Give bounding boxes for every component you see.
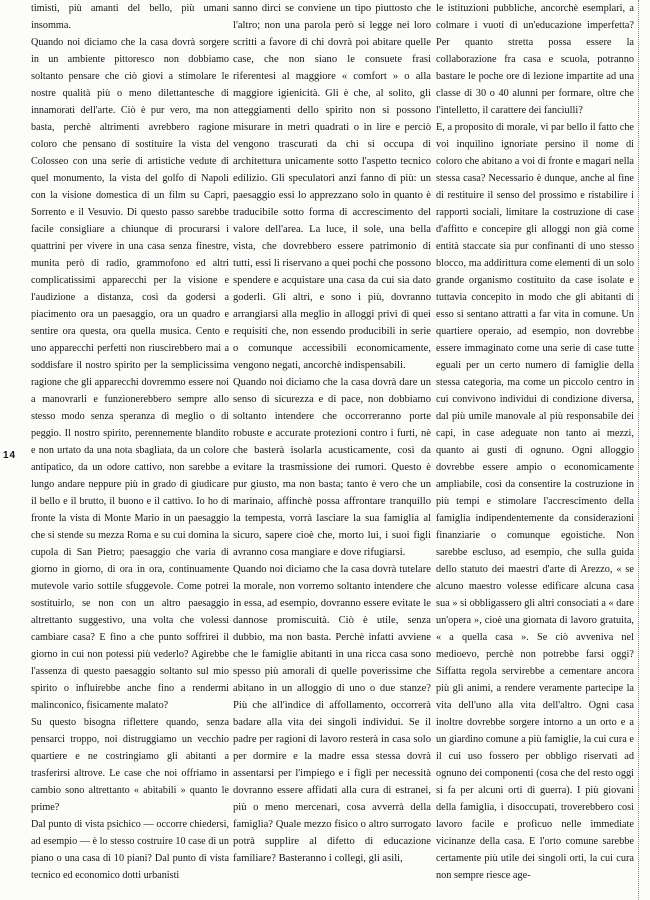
text-column-1: [31, 0, 229, 900]
paragraph: Dal punto di vista psichico — occorre chiedersi, ad esempio — è lo stesso costruire 10 case di un piano o una casa di 10 piani? Dal punto di vista tecnico ed economico dotti urbanisti: [31, 819, 229, 881]
paragraph: Su questo bisogna riflettere quando, senza pensarci troppo, noi distruggiamo un vecchio quartiere e ne costringiamo gli abitanti a trasferirsi altrove. Le case che noi offriamo in cambio sono altrettanto « abitabili » quanto le prime?: [31, 717, 229, 813]
paragraph: E, a proposito di morale, vi par bello il fatto che voi inquilino ignoriate persino il nome di coloro che abitano a voi di fronte e magari nella stessa casa? Necessario è dunque, anche al fine di restituire il senso del prossimo e ristabilire i rapporti sociali, limitare la costruzione di case d'affitto e concepire gli alloggi non già come entità staccate sia pur confinanti di uno stesso blocco, ma addirittura come elementi di un solo grande organismo costituito da case isolate e tuttavia concepito in modo che gli abitanti di esso si sentano attratti a far vita in comune. Un quartiere operaio, ad esempio, non dovrebbe essere immaginato come una serie di case tutte eguali per un certo numero di famiglie della stessa categoria, ma come un piccolo centro in cui convivono individui di condizione diversa, dal più umile manovale al più responsabile dei capi, in case adeguate non tanto ai mezzi, quanto ai gusti di ognuno. Ogni alloggio dovrebbe essere ampio o economicamente ampliabile, così da consentire la costruzione in più tempi e stimolare l'accrescimento della famiglia indipendentemente da considerazioni finanziarie o comunque egoistiche. Non sarebbe escluso, ad esempio, che sulla guida dello statuto dei maestri d'arte di Arezzo, « se alcuno maestro volesse edificare alcuna casa sua » si obbligassero gli altri consociati a « dare un'opera », cioè una giornata di lavoro gratuita, « a quella casa ». Se ciò avveniva nel medioevo, perchè non potrebbe farsi oggi? Siffatta regola servirebbe a cementare ancora più gli animi, a rendere veramente partecipe la vita dell'uno alla vita dell'altro. Ogni casa inoltre dovrebbe sorgere intorno a un orto e a un giardino comune a più famiglie, la cui cura e il cui uso fossero per obbligo riservati ad ognuno dei componenti (cosa che del resto oggi si fa per alcuni orti di guerra). I più giovani della famiglia, i disoccupati, troverebbero così lavoro facile e proficuo nelle immediate vicinanze della casa. E l'orto comune sarebbe certamente più utile dei singoli orti, la cui cura non sempre riesce age-: [436, 122, 634, 881]
paragraph: sanno dirci se conviene un tipo piuttosto che l'altro; non una parola però si legge nei loro scritti a favore di chi dovrà poi abitare quelle case, che non siano le consuete frasi riferentesi al maggiore « comfort » o alla maggiore igienicità. Gli è che, al solito, gli atteggiamenti dello spirito non si possono misurare in metri quadrati o in lire e perciò vengono trascurati da chi si occupa di architettura unicamente sotto l'aspetto tecnico edilizio. Gli speculatori anzi fanno di più: un paesaggio essi lo apprezzano solo in quanto è traducibile sotto forma di accrescimento del valore dell'area. La luce, il sole, una bella vista, che dovrebbero essere patrimonio di tutti, essi li riservano a quei pochi che possono spendere e acquistare una casa da cui sia dato goderli. Gli altri, e sono i più, dovranno arrangiarsi alla meglio in alloggi privi di quei requisiti che, non essendo producibili in serie o comunque accessibili economicamente, vengono negati, ancorchè indispensabili.: [233, 3, 431, 371]
page-edge-rule: [638, 0, 643, 900]
text-column-2: [233, 0, 431, 900]
paragraph: Quando noi diciamo che la casa dovrà dare un senso di sicurezza e di pace, non dobbiamo soltanto intendere che occorreranno porte robuste e accurate protezioni contro i furti, nè che basterà isolarla acusticamente, così da evitare la trasmissione dei rumori. Questo è pur giusto, ma non basta; tanto è vero che un marinaio, affinchè possa affrontare tranquillo la tempesta, vorrà lasciare la sua famiglia al sicuro, sapere cioè che, morto lui, i suoi figli avranno cosa mangiare e dove rifugiarsi.: [233, 377, 431, 558]
paragraph: le istituzioni pubbliche, ancorchè esemplari, a colmare i vuoti di un'educazione imperfetta? Per quanto stretta possa essere la collaborazione fra casa e scuola, potranno bastare le poche ore di lezione impartite ad una classe di 30 o 40 alunni per formare, oltre che l'intelletto, il carattere dei fanciulli?: [436, 3, 634, 116]
page-number: 14: [3, 450, 17, 461]
text-column-3: [436, 0, 634, 900]
paragraph: timisti, più amanti del bello, più umani insomma.: [31, 3, 229, 31]
paragraph: Quando noi diciamo che la casa dovrà tutelare la morale, non vorremo soltanto intendere che in essa, ad esempio, dovranno essere evitate le dannose promiscuità. Ciò è utile, senza dubbio, ma non basta. Perchè infatti avviene che le famiglie abitanti in una ricca casa sono spesso più amorali di quelle poverissime che abitano in un alloggio di uno o due stanze? Più che all'indice di affollamento, occorrerà badare alla vita dei singoli individui. Se il padre per ragioni di lavoro resterà in casa solo per dormire e la madre essa stessa dovrà assentarsi per l'impiego e i figli per necessità dovranno essere affidati alla cura di estranei, più o meno mercenari, cosa avverrà della famiglia? Quale mezzo fisico o altro surrogato potrà supplire al difetto di educazione familiare? Basteranno i collegi, gli asili,: [233, 564, 431, 864]
paragraph: Quando noi diciamo che la casa dovrà sorgere in un ambiente pittoresco non dobbiamo soltanto pensare che ciò giovi a stimolare le nostre qualità più o meno dilettantesche di innamorati dell'arte. Ciò è pur vero, ma non basta, perchè altrimenti avrebbero ragione coloro che pensano di sostituire la vista del Colosseo con una serie di artistiche vedute di quel monumento, la vista del golfo di Napoli con la visione domestica di un film su Capri, Sorrento e il Vesuvio. Di questo passo sarebbe facile consigliare a chiunque di procurarsi i quattrini per vivere in una casa senza finestre, munita però di radio, grammofono ed altri complicatissimi apparecchi per la visione e l'audizione a distanza, così da godersi a piacimento ora un paesaggio, ora un quadro e sentire ora questa, ora quella musica. Cento e uno apparecchi perfetti non riuscirebbero mai a soddisfare il nostro spirito per la semplicissima ragione che gli apparecchi dovremmo essere noi a manovrarli e funzionerebbero sempre allo stesso modo senza speranza di meglio o di peggio. Il nostro spirito, perennemente blandito e non urtato da una nota sbagliata, da un colore antipatico, da un odore cattivo, non sarebbe a lungo andare neppure più in grado di giudicare il bello e il brutto, il buono e il cattivo. Io ho di fronte la vista di Monte Mario in un paesaggio che si stende su mezza Roma e su cui domina la cupola di San Pietro; paesaggio che varia di giorno in giorno, di ora in ora, continuamente mutevole vario sottile sfuggevole. Come potrei sostituirlo, se non con un altro paesaggio altrettanto suggestivo, una volta che volessi cambiare casa? E fino a che punto soffrirei il giorno in cui non potessi più vederlo? Agirebbe l'assenza di questo paesaggio soltanto sul mio spirito o influirebbe anche fino a rendermi malinconico, fisicamente malato?: [31, 37, 229, 711]
